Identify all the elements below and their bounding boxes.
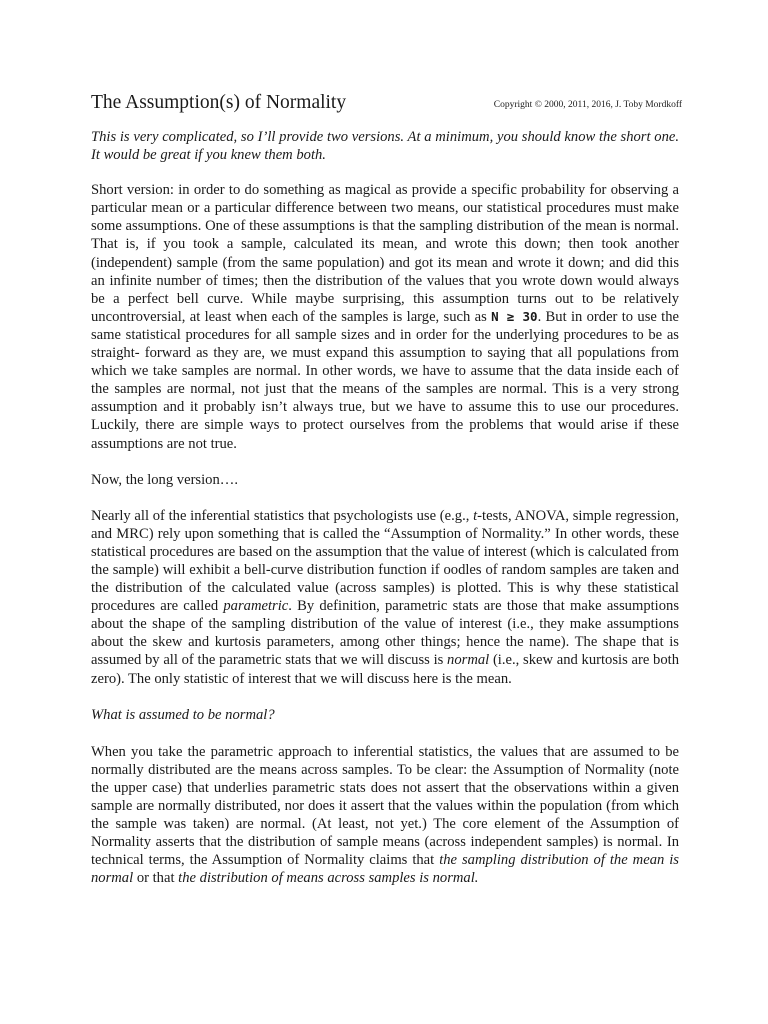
sample-size-code: N ≥ 30 [491, 308, 538, 324]
parametric-term: parametric [223, 598, 289, 615]
short-version-paragraph [91, 181, 679, 452]
long-version-intro: Now, the long version…. [91, 471, 238, 488]
short-version-text-2: . But in order to use the same statistical procedures for all sample sizes and in order for the underlying procedures to be as straight- forward as they are, we must expand this assumption to saying that all populations from which we take samples are normal. In other words, we have to assume that the data inside each of the samples are normal, not just that the means of the samples are normal. This is a very strong assumption and it probably isn’t always true, but we have to assume this to use our procedures. Luckily, there are simple ways to protect ourselves from the problems that would arise if these assumptions are not true. [91, 308, 680, 452]
document-header [91, 90, 682, 124]
copyright-notice: Copyright © 2000, 2011, 2016, J. Toby Mordkoff [493, 100, 682, 110]
parametric-approach-paragraph [91, 743, 679, 888]
document-page [91, 90, 682, 905]
short-version-text-1: Short version: in order to do something as magical as provide a specific probability for observing a particular mean or a particular difference between two means, our statistical procedures must make some assumptions. One of these assumptions is that the sampling distribution of the mean is normal. That is, if you took a sample, calculated its mean, and wrote this down; then took another (independent) sample (from the same population) and got its mean and wrote it down; and did this an infinite number of times; then the distribution of the values that you wrote down would always be a perfect bell curve. While maybe surprising, this assumption turns out to be relatively uncontroversial, at least when each of the samples is large, such as [91, 182, 679, 325]
normal-term: normal [447, 652, 490, 669]
inferential-text-2: -tests, ANOVA, simple regression, and MRC) rely upon something that is called the “Assumption of Normality.” In other words, these statistical procedures are based on the assumption that the value of interest (which is calculated from the sample) will exhibit a bell-curve distribution function if oodles of random samples are taken and the distribution of the calculated value (across samples) is plotted. This is why these statistical procedures are called [91, 507, 680, 615]
t-italic: t [473, 507, 478, 524]
inferential-statistics-paragraph [91, 507, 679, 688]
parametric-text-1: When you take the parametric approach to inferential statistics, the values that are assumed to be normally distributed are the means across samples. To be clear: the Assumption of Normality (note the upper case) that underlies parametric stats does not assert that the observations within a given sample are normally distributed, nor does it assert that the values within the population (from which the sample was taken) are normal. (At least, not yet.) The core element of the Assumption of Normality asserts that the distribution of sample means (across independent samples) is normal. In technical terms, the Assumption of Normality claims that [91, 743, 679, 869]
document-title: The Assumption(s) of Normality [91, 92, 347, 113]
inferential-text-4: (i.e., skew and kurtosis are both zero). The only statistic of interest that we will discuss here is the mean. [91, 652, 679, 687]
sampling-distribution-claim: the sampling distribution of the mean is normal [91, 852, 679, 887]
parametric-text-2: or that [133, 870, 179, 887]
intro-note: This is very complicated, so I’ll provide two versions. At a minimum, you should know the short one. It would be great if you knew them both. [91, 129, 679, 164]
inferential-text-1: Nearly all of the inferential statistics that psychologists use (e.g., [91, 507, 474, 524]
distribution-of-means-claim: the distribution of means across samples is normal. [178, 870, 479, 887]
section-heading: What is assumed to be normal? [91, 706, 275, 723]
inferential-text-3: . By definition, parametric stats are those that make assumptions about the shape of the sampling distribution of the value of interest (i.e., they make assumptions about the skew and kurtosis parameters, among other things; hence the name). The shape that is assumed by all of the parametric stats that we will discuss is [91, 598, 679, 669]
